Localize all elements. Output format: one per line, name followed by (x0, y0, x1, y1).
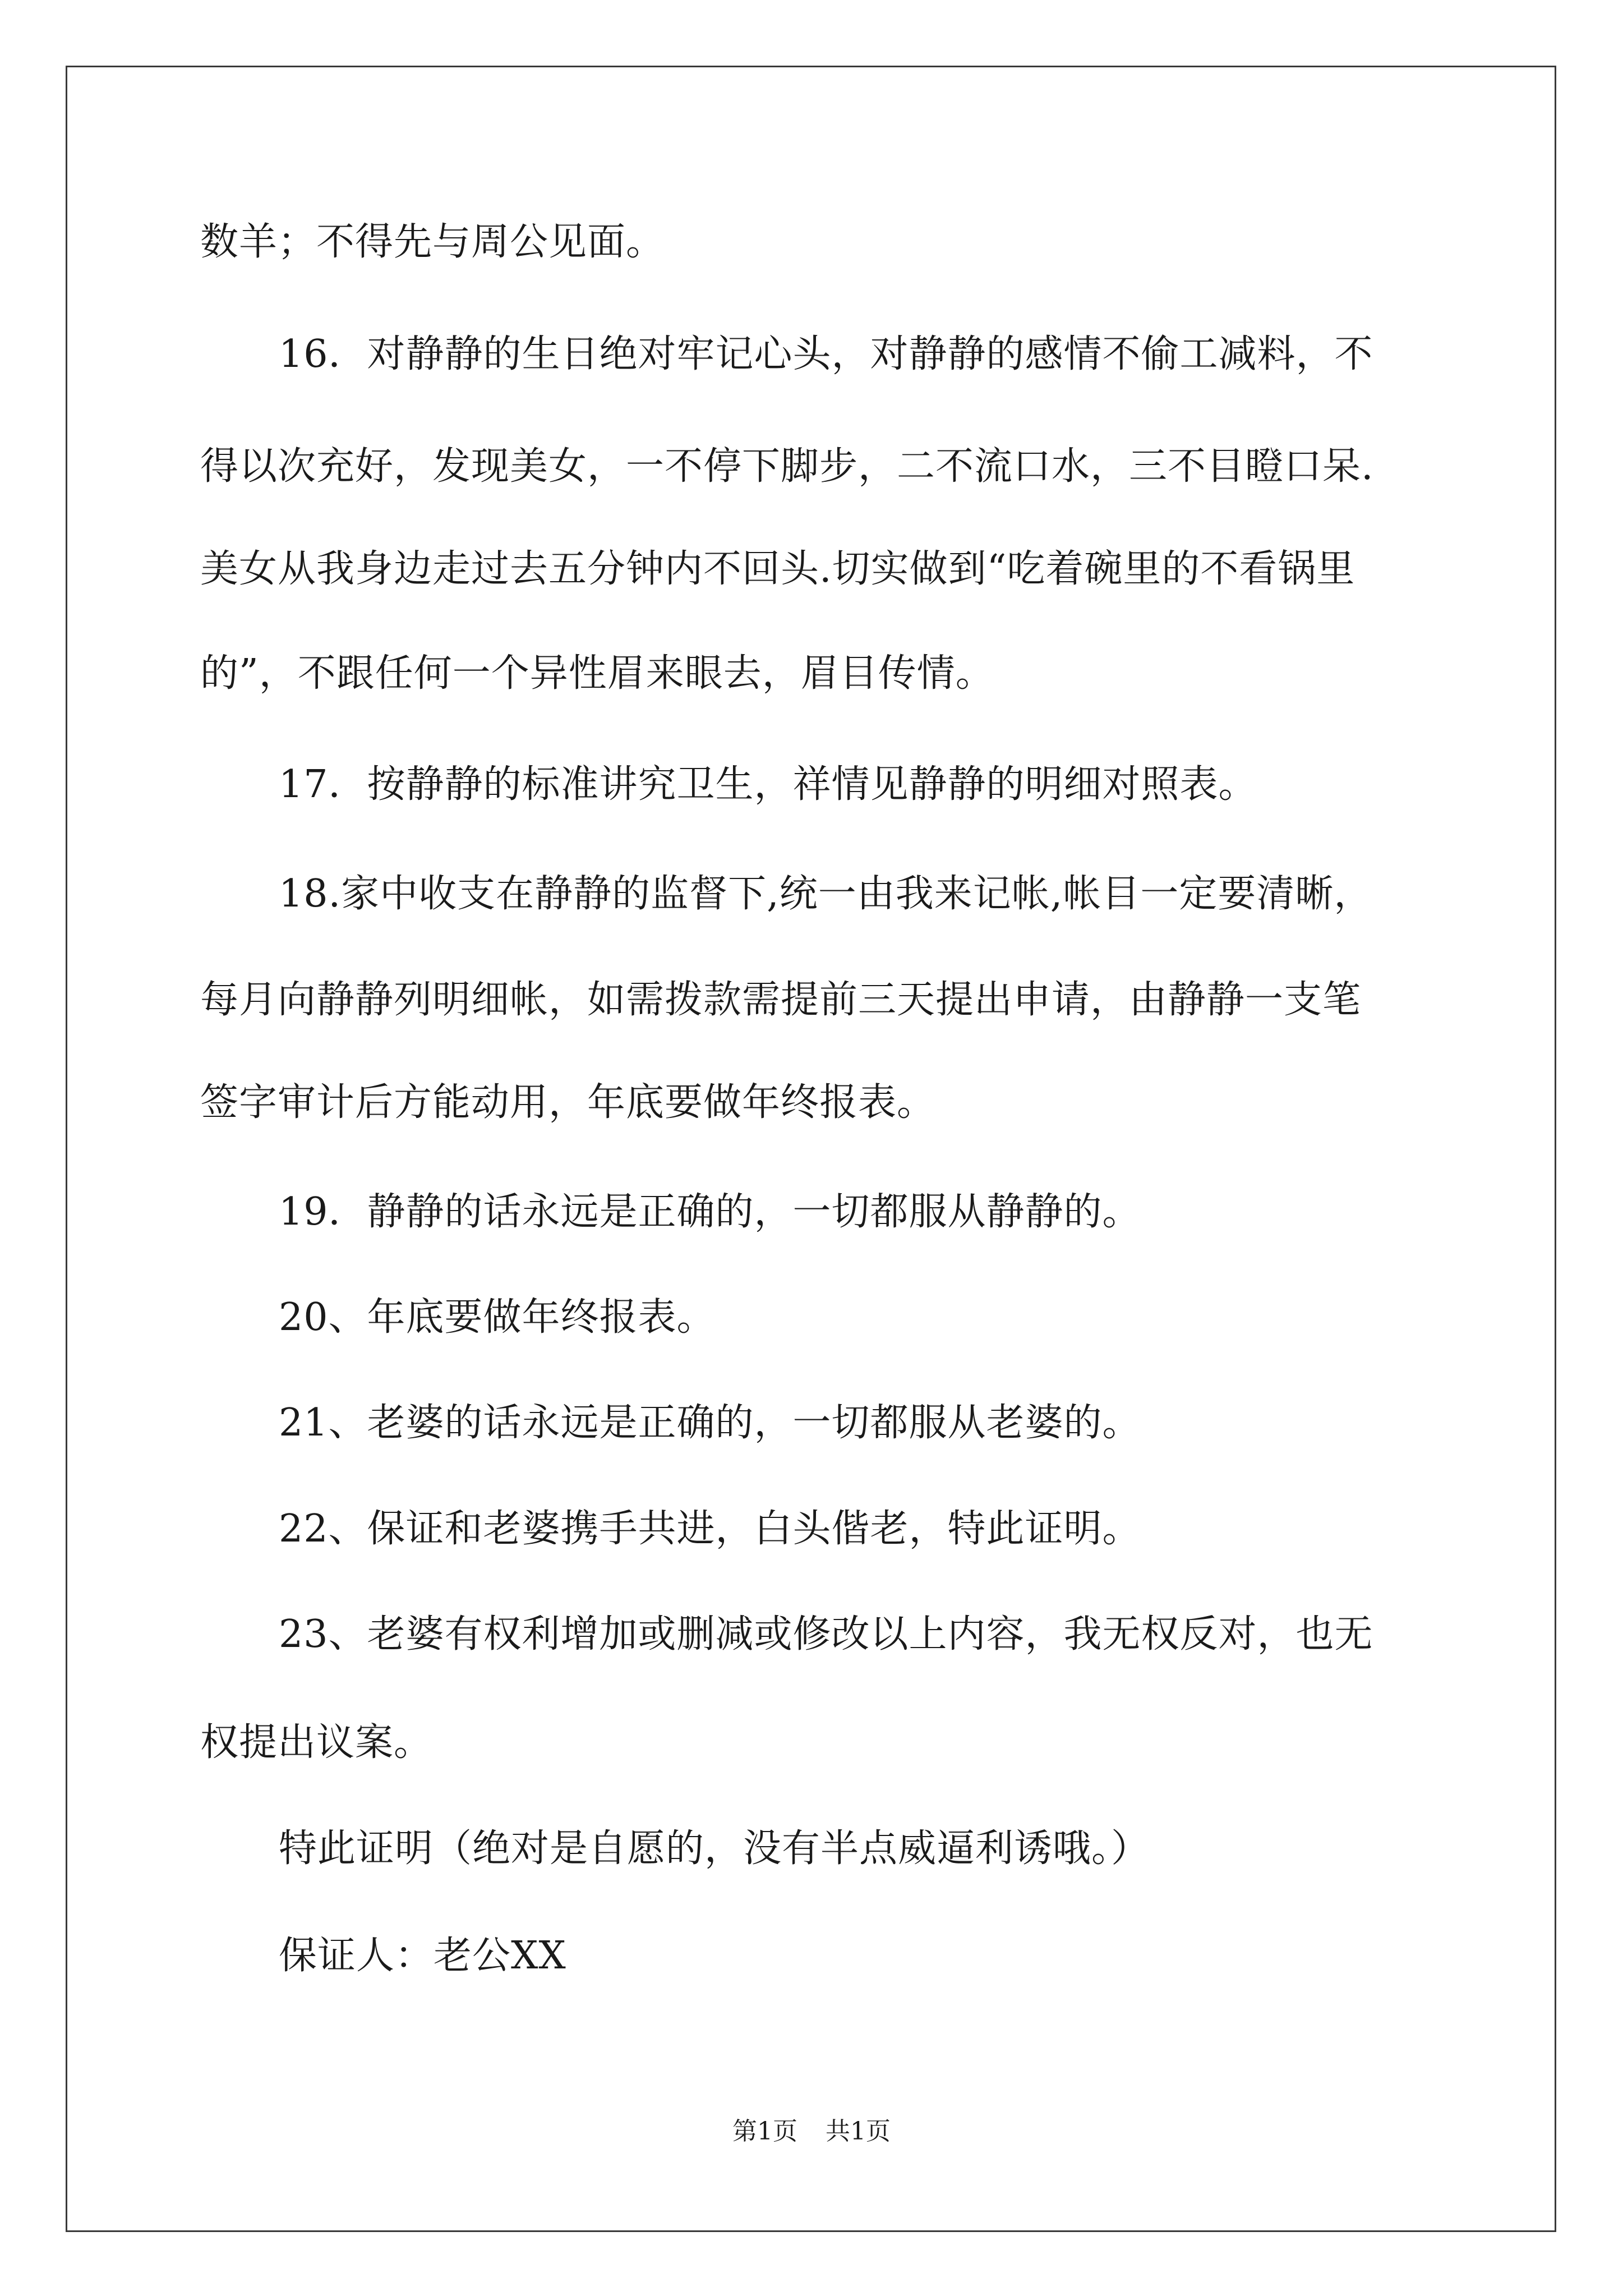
text-line: 21、老婆的话永远是正确的，一切都服从老婆的。 (279, 1401, 1141, 1445)
text-line: 数羊；不得先与周公见面。 (200, 220, 665, 264)
text-line: 保证人：老公XX (279, 1934, 566, 1978)
text-line: 的”，不跟任何一个异性眉来眼去，眉目传情。 (200, 651, 994, 696)
page-number-current: 第1页 (732, 2117, 797, 2146)
text-line: 17．按静静的标准讲究卫生，祥情见静静的明细对照表。 (279, 762, 1257, 807)
text-line: 签字审计后方能动用，年底要做年终报表。 (200, 1080, 936, 1125)
text-line: 18.家中收支在静静的监督下,统一由我来记帐,帐目一定要清晰， (279, 872, 1373, 916)
text-line: 23、老婆有权利增加或删减或修改以上内容，我无权反对，也无 (279, 1612, 1373, 1657)
text-line: 权提出议案。 (200, 1720, 433, 1765)
text-line: 特此证明（绝对是自愿的，没有半点威逼利诱哦。） (279, 1826, 1150, 1871)
text-line: 每月向静静列明细帐，如需拨款需提前三天提出申请，由静静一支笔 (200, 978, 1362, 1022)
text-line: 20、年底要做年终报表。 (279, 1295, 716, 1340)
text-line: 得以次充好，发现美女，一不停下脚步，二不流口水，三不目瞪口呆. (200, 444, 1374, 489)
page-border (66, 66, 1556, 2232)
text-line: 22、保证和老婆携手共进，白头偕老，特此证明。 (279, 1507, 1141, 1551)
text-line: 19．静静的话永远是正确的，一切都服从静静的。 (279, 1190, 1141, 1234)
page-number-total: 共1页 (826, 2117, 891, 2146)
page-footer (0, 2115, 1623, 2148)
text-line: 16．对静静的生日绝对牢记心头，对静静的感情不偷工减料，不 (279, 332, 1373, 376)
text-line: 美女从我身边走过去五分钟内不回头.切实做到“吃着碗里的不看锅里 (200, 547, 1355, 591)
